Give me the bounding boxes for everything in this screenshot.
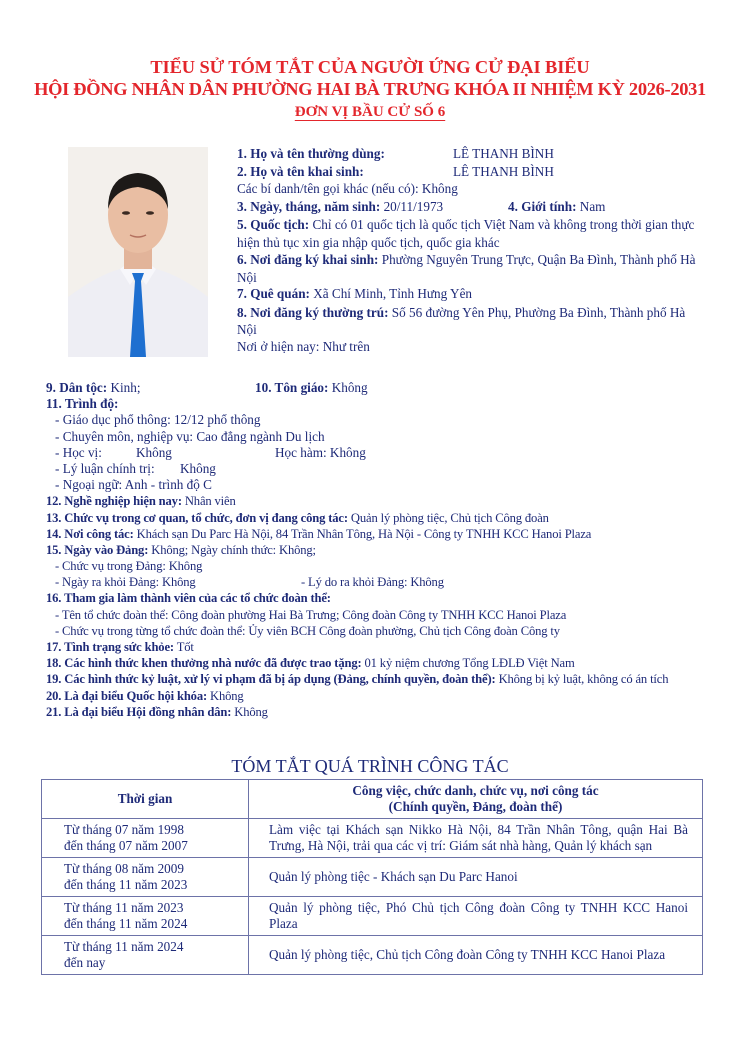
column-header-job: Công việc, chức danh, chức vụ, nơi công tác (Chính quyền, Đảng, đoàn thể) <box>249 780 703 819</box>
field-health: 17. Tình trạng sức khỏe: Tốt <box>46 640 194 654</box>
field-aliases: Các bí danh/tên gọi khác (nếu có): Không <box>237 181 458 196</box>
time-cell: Từ tháng 11 năm 2024 đến nay <box>42 936 249 975</box>
organization-positions: - Chức vụ trong từng tổ chức đoàn thể: Ủy viên BCH Công đoàn phường, Chủ tịch Công đoàn Công ty <box>55 623 560 638</box>
education-language: - Ngoại ngữ: Anh - trình độ C <box>55 477 212 493</box>
gender-field: 4. Giới tính: Nam <box>508 198 606 214</box>
field-council-deputy: 21. Là đại biểu Hội đồng nhân dân: Không <box>46 704 268 719</box>
title-line-1: TIỂU SỬ TÓM TẮT CỦA NGƯỜI ỨNG CỬ ĐẠI BIỂU <box>150 57 590 77</box>
personal-info-top <box>237 146 707 356</box>
table-header-row <box>42 780 703 819</box>
party-leave: - Ngày ra khỏi Đảng: Không - Lý do ra khỏi Đảng: Không <box>55 575 444 590</box>
job-cell: Làm việc tại Khách sạn Nikko Hà Nội, 84 Trần Nhân Tông, quận Hai Bà Trưng, Hà Nội, trải qua các vị trí: Giám sát nhà hàng, Quản lý khách sạn <box>249 819 703 858</box>
field-education-heading: 11. Trình độ: <box>46 396 119 412</box>
table-row <box>42 858 703 897</box>
dob-value: 20/11/1973 <box>383 198 444 214</box>
birth-name-value: LÊ THANH BÌNH <box>453 163 554 179</box>
field-residence: 8. Nơi đăng ký thường trú: Số 56 đường Yên Phụ, Phường Ba Đình, Thành phố Hà Nội <box>237 304 686 337</box>
education-degree: - Học vị: Không Học hàm: Không <box>55 444 366 460</box>
title-line-2: HỘI ĐỒNG NHÂN DÂN PHƯỜNG HAI BÀ TRƯNG KHÓA II NHIỆM KỲ 2026-2031 <box>34 79 706 99</box>
column-header-time: Thời gian <box>42 780 249 819</box>
work-history-table <box>41 779 703 975</box>
field-current-address: Nơi ở hiện nay: Như trên <box>237 338 370 354</box>
education-politics: - Lý luận chính trị: Không <box>55 460 216 476</box>
party-position: - Chức vụ trong Đảng: Không <box>55 559 203 574</box>
field-party: 15. Ngày vào Đảng: Không; Ngày chính thức: Không; <box>46 542 316 557</box>
field-hometown: 7. Quê quán: Xã Chí Minh, Tỉnh Hưng Yên <box>237 286 473 301</box>
table-row <box>42 897 703 936</box>
common-name-value: LÊ THANH BÌNH <box>453 146 554 161</box>
work-history-heading: TÓM TẮT QUÁ TRÌNH CÔNG TÁC <box>231 756 509 776</box>
table-row <box>42 819 703 858</box>
academic-title: Học hàm: Không <box>275 444 366 460</box>
document-title <box>0 56 740 122</box>
field-birth-name: 2. Họ và tên khai sinh: LÊ THANH BÌNH <box>237 163 554 179</box>
field-ethnicity-religion: 9. Dân tộc: Kinh; 10. Tôn giáo: Không <box>46 380 368 395</box>
job-cell: Quản lý phòng tiệc, Phó Chủ tịch Công đoàn Công ty TNHH KCC Hanoi Plaza <box>249 897 703 936</box>
table-row <box>42 936 703 975</box>
organization-names: - Tên tổ chức đoàn thể: Công đoàn phường Hai Bà Trưng; Công đoàn Công ty TNHH KCC Hanoi Plaza <box>55 607 567 622</box>
field-organizations: 16. Tham gia làm thành viên của các tổ chức đoàn thể: <box>46 591 331 606</box>
field-awards: 18. Các hình thức khen thưởng nhà nước đã được trao tặng: 01 kỷ niệm chương Tổng LĐLĐ Việt Nam <box>46 656 575 671</box>
field-birthplace: 6. Nơi đăng ký khai sinh: Phường Nguyên Trung Trực, Quận Ba Đình, Thành phố Hà Nội <box>237 252 696 285</box>
religion-field: 10. Tôn giáo: Không <box>255 380 368 395</box>
field-workplace: 14. Nơi công tác: Khách sạn Du Parc Hà Nội, 84 Trần Nhân Tông, Hà Nội - Công ty TNHH KCC Hanoi Plaza <box>46 526 592 541</box>
job-cell: Quản lý phòng tiệc - Khách sạn Du Parc Hanoi <box>249 858 703 897</box>
time-cell: Từ tháng 11 năm 2023 đến tháng 11 năm 2024 <box>42 897 249 936</box>
field-discipline: 19. Các hình thức kỷ luật, xử lý vi phạm đã bị áp dụng (Đảng, chính quyền, đoàn thể): Không bị kỷ luật, không có án tích <box>46 672 669 687</box>
personal-info-main <box>46 380 710 720</box>
field-common-name: 1. Họ và tên thường dùng: LÊ THANH BÌNH <box>237 146 554 161</box>
education-professional: - Chuyên môn, nghiệp vụ: Cao đẳng ngành Du lịch <box>55 428 325 444</box>
field-position: 13. Chức vụ trong cơ quan, tổ chức, đơn vị đang công tác: Quản lý phòng tiệc, Chủ tịch Công đoàn <box>46 510 549 525</box>
field-nationality: 5. Quốc tịch: Chỉ có 01 quốc tịch là quốc tịch Việt Nam và không trong thời gian thực hiện thủ tục xin gia nhập quốc tịch, quốc gia khác <box>237 217 695 250</box>
candidate-photo <box>68 147 208 357</box>
job-cell: Quản lý phòng tiệc, Chủ tịch Công đoàn Công ty TNHH KCC Hanoi Plaza <box>249 936 703 975</box>
time-cell: Từ tháng 08 năm 2009 đến tháng 11 năm 2023 <box>42 858 249 897</box>
field-occupation: 12. Nghề nghiệp hiện nay: Nhân viên <box>46 494 236 509</box>
field-dob-gender: 3. Ngày, tháng, năm sinh: 20/11/1973 4. Giới tính: Nam <box>237 198 606 214</box>
electoral-unit-subtitle: ĐƠN VỊ BẦU CỬ SỐ 6 <box>294 104 446 120</box>
field-na-deputy: 20. Là đại biểu Quốc hội khóa: Không <box>46 688 244 703</box>
education-general: - Giáo dục phổ thông: 12/12 phổ thông <box>55 412 261 428</box>
portrait-image <box>68 147 208 357</box>
time-cell: Từ tháng 07 năm 1998 đến tháng 07 năm 2007 <box>42 819 249 858</box>
